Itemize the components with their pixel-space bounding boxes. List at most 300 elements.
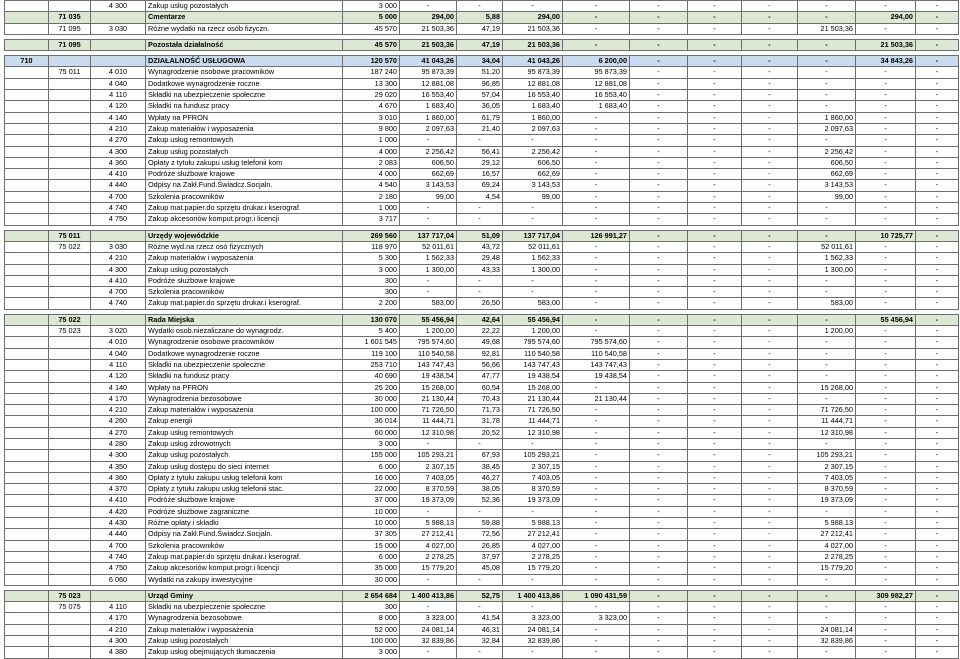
executed-cell: 5 988,13 [400, 518, 457, 529]
chapter-cell [49, 275, 91, 286]
section-cell [5, 1, 49, 12]
plan-cell: 45 570 [343, 23, 400, 34]
other-cell: - [916, 348, 959, 359]
section-cell [5, 169, 49, 180]
paragraph-cell: 4 210 [91, 405, 146, 416]
paragraph-cell: 4 300 [91, 450, 146, 461]
statutory-tasks-cell: - [798, 393, 856, 404]
investments-cell: 21 503,36 [856, 39, 916, 50]
paragraph-cell: 4 140 [91, 112, 146, 123]
paragraph-cell: 4 750 [91, 214, 146, 225]
salaries-cell: - [563, 563, 630, 574]
executed-cell: 27 212,41 [400, 529, 457, 540]
description-cell: Podróże służbowe krajowe [146, 169, 343, 180]
description-cell: Zakup energii [146, 416, 343, 427]
table-row [5, 647, 959, 658]
table-row [5, 551, 959, 562]
section-cell [5, 180, 49, 191]
benefits-cell: - [742, 326, 798, 337]
salaries-cell: 126 991,27 [563, 230, 630, 241]
table-row [5, 382, 959, 393]
statutory-tasks-cell: - [798, 613, 856, 624]
subsidies-cell: - [688, 495, 742, 506]
percent-cell: 46,27 [457, 472, 503, 483]
other-cell: - [916, 540, 959, 551]
subsidies-cell: - [688, 12, 742, 23]
table-row [5, 214, 959, 225]
benefits-cell: - [742, 382, 798, 393]
table-row [5, 146, 959, 157]
table-row [5, 101, 959, 112]
chapter-cell: 71 035 [49, 12, 91, 23]
section-total-row [5, 56, 959, 67]
salaries-cell: - [563, 146, 630, 157]
other-cell: - [916, 203, 959, 214]
benefits-cell: - [742, 450, 798, 461]
section-cell [5, 39, 49, 50]
paragraph-cell: 3 020 [91, 326, 146, 337]
chapter-cell [49, 506, 91, 517]
benefits-cell: - [742, 613, 798, 624]
statutory-tasks-cell: 1 562,33 [798, 253, 856, 264]
description-cell: Urząd Gminy [146, 590, 343, 601]
chapter-cell [49, 529, 91, 540]
executed-cell: 2 278,25 [400, 551, 457, 562]
percent-cell: 51,09 [457, 230, 503, 241]
current-expenses-cell: 24 081,14 [503, 624, 563, 635]
benefits-cell: - [742, 529, 798, 540]
contributions-cell: - [630, 135, 688, 146]
description-cell: Pozostała działalność [146, 39, 343, 50]
other-cell: - [916, 337, 959, 348]
description-cell: Zakup usług remontowych [146, 135, 343, 146]
salaries-cell: - [563, 450, 630, 461]
paragraph-cell: 4 410 [91, 275, 146, 286]
benefits-cell: - [742, 371, 798, 382]
percent-cell: 69,24 [457, 180, 503, 191]
plan-cell: 2 654 684 [343, 590, 400, 601]
contributions-cell: - [630, 371, 688, 382]
salaries-cell: - [563, 506, 630, 517]
statutory-tasks-cell: - [798, 602, 856, 613]
investments-cell: - [856, 275, 916, 286]
paragraph-cell: 4 300 [91, 146, 146, 157]
subsidies-cell: - [688, 67, 742, 78]
current-expenses-cell: - [503, 647, 563, 658]
section-cell [5, 12, 49, 23]
salaries-cell: 16 553,40 [563, 90, 630, 101]
other-cell: - [916, 371, 959, 382]
contributions-cell: - [630, 450, 688, 461]
executed-cell: - [400, 574, 457, 585]
percent-cell: - [457, 647, 503, 658]
contributions-cell: - [630, 23, 688, 34]
percent-cell: 52,36 [457, 495, 503, 506]
description-cell: Szkolenia pracowników [146, 191, 343, 202]
other-cell: - [916, 405, 959, 416]
percent-cell: 57,04 [457, 90, 503, 101]
current-expenses-cell: 4 027,00 [503, 540, 563, 551]
percent-cell: - [457, 1, 503, 12]
plan-cell: 2 083 [343, 157, 400, 168]
investments-cell: - [856, 495, 916, 506]
plan-cell: 100 000 [343, 636, 400, 647]
contributions-cell: - [630, 438, 688, 449]
plan-cell: 300 [343, 287, 400, 298]
percent-cell: 43,33 [457, 264, 503, 275]
investments-cell: - [856, 101, 916, 112]
plan-cell: 25 200 [343, 382, 400, 393]
paragraph-cell: 4 210 [91, 123, 146, 134]
description-cell: Wpłaty na PFRON [146, 112, 343, 123]
table-row [5, 393, 959, 404]
percent-cell: 70,43 [457, 393, 503, 404]
current-expenses-cell: 1 683,40 [503, 101, 563, 112]
statutory-tasks-cell: 1 860,00 [798, 112, 856, 123]
contributions-cell: - [630, 287, 688, 298]
current-expenses-cell: 2 278,25 [503, 551, 563, 562]
investments-cell: - [856, 472, 916, 483]
table-row [5, 624, 959, 635]
contributions-cell: - [630, 359, 688, 370]
executed-cell: 19 373,09 [400, 495, 457, 506]
table-row [5, 241, 959, 252]
statutory-tasks-cell: - [798, 101, 856, 112]
chapter-cell [49, 90, 91, 101]
other-cell: - [916, 551, 959, 562]
section-cell [5, 393, 49, 404]
plan-cell: 29 020 [343, 90, 400, 101]
percent-cell: - [457, 602, 503, 613]
other-cell: - [916, 169, 959, 180]
plan-cell: 22 000 [343, 484, 400, 495]
benefits-cell: - [742, 495, 798, 506]
section-cell [5, 191, 49, 202]
plan-cell: 6 000 [343, 551, 400, 562]
benefits-cell: - [742, 298, 798, 309]
other-cell: - [916, 574, 959, 585]
current-expenses-cell: 2 097,63 [503, 123, 563, 134]
table-row [5, 23, 959, 34]
investments-cell: - [856, 359, 916, 370]
plan-cell: 1 000 [343, 203, 400, 214]
contributions-cell: - [630, 12, 688, 23]
chapter-cell [49, 203, 91, 214]
statutory-tasks-cell: 21 503,36 [798, 23, 856, 34]
executed-cell: 294,00 [400, 12, 457, 23]
salaries-cell: - [563, 1, 630, 12]
table-row [5, 405, 959, 416]
description-cell: Wynagrodzenia bezosobowe [146, 393, 343, 404]
contributions-cell: - [630, 472, 688, 483]
benefits-cell: - [742, 56, 798, 67]
chapter-cell: 75 075 [49, 602, 91, 613]
percent-cell: 60,54 [457, 382, 503, 393]
percent-cell: 47,19 [457, 39, 503, 50]
section-cell [5, 314, 49, 325]
subsidies-cell: - [688, 371, 742, 382]
executed-cell: - [400, 647, 457, 658]
subsidies-cell: - [688, 590, 742, 601]
subsidies-cell: - [688, 264, 742, 275]
description-cell: Zakup usług obejmujących tłumaczenia [146, 647, 343, 658]
benefits-cell: - [742, 551, 798, 562]
current-expenses-cell: 71 726,50 [503, 405, 563, 416]
contributions-cell: - [630, 253, 688, 264]
table-row [5, 90, 959, 101]
benefits-cell: - [742, 461, 798, 472]
current-expenses-cell: - [503, 602, 563, 613]
salaries-cell: - [563, 264, 630, 275]
current-expenses-cell: - [503, 275, 563, 286]
subsidies-cell: - [688, 1, 742, 12]
chapter-cell [49, 180, 91, 191]
other-cell: - [916, 264, 959, 275]
current-expenses-cell: 12 881,08 [503, 78, 563, 89]
current-expenses-cell: - [503, 574, 563, 585]
description-cell: DZIAŁALNOŚĆ USŁUGOWA [146, 56, 343, 67]
description-cell: Zakup akcesoriów komput.progr.i licencji [146, 563, 343, 574]
contributions-cell: - [630, 602, 688, 613]
current-expenses-cell: 1 400 413,86 [503, 590, 563, 601]
investments-cell: - [856, 636, 916, 647]
benefits-cell: - [742, 506, 798, 517]
executed-cell: - [400, 203, 457, 214]
paragraph-cell: 4 010 [91, 67, 146, 78]
current-expenses-cell: 52 011,61 [503, 241, 563, 252]
executed-cell: 1 860,00 [400, 112, 457, 123]
contributions-cell: - [630, 326, 688, 337]
section-cell: 710 [5, 56, 49, 67]
description-cell: Zakup materiałów i wyposażenia [146, 624, 343, 635]
other-cell: - [916, 624, 959, 635]
contributions-cell: - [630, 574, 688, 585]
statutory-tasks-cell: - [798, 67, 856, 78]
percent-cell: 26,50 [457, 298, 503, 309]
plan-cell: 5 400 [343, 326, 400, 337]
section-cell [5, 230, 49, 241]
current-expenses-cell: 606,50 [503, 157, 563, 168]
paragraph-cell: 3 030 [91, 23, 146, 34]
benefits-cell: - [742, 359, 798, 370]
other-cell: - [916, 253, 959, 264]
plan-cell: 37 000 [343, 495, 400, 506]
current-expenses-cell: 294,00 [503, 12, 563, 23]
table-row [5, 529, 959, 540]
description-cell: Zakup usług pozostałych [146, 636, 343, 647]
percent-cell: 45,08 [457, 563, 503, 574]
statutory-tasks-cell: - [798, 90, 856, 101]
current-expenses-cell: 19 373,09 [503, 495, 563, 506]
plan-cell: 300 [343, 602, 400, 613]
plan-cell: 118 970 [343, 241, 400, 252]
contributions-cell: - [630, 427, 688, 438]
subsidies-cell: - [688, 602, 742, 613]
contributions-cell: - [630, 495, 688, 506]
subsidies-cell: - [688, 287, 742, 298]
investments-cell: - [856, 506, 916, 517]
paragraph-cell: 4 110 [91, 90, 146, 101]
executed-cell: 105 293,21 [400, 450, 457, 461]
subsidies-cell: - [688, 180, 742, 191]
paragraph-cell: 4 210 [91, 253, 146, 264]
investments-cell: - [856, 157, 916, 168]
subsidies-cell: - [688, 405, 742, 416]
other-cell: - [916, 359, 959, 370]
other-cell: - [916, 67, 959, 78]
chapter-cell [49, 337, 91, 348]
percent-cell: 43,72 [457, 241, 503, 252]
executed-cell: - [400, 602, 457, 613]
chapter-cell [49, 157, 91, 168]
paragraph-cell: 4 270 [91, 135, 146, 146]
percent-cell: 38,45 [457, 461, 503, 472]
benefits-cell: - [742, 123, 798, 134]
section-cell [5, 636, 49, 647]
executed-cell: 21 503,36 [400, 39, 457, 50]
description-cell: Zakup usług pozostałych [146, 450, 343, 461]
salaries-cell: 110 540,58 [563, 348, 630, 359]
benefits-cell: - [742, 146, 798, 157]
table-row [5, 337, 959, 348]
benefits-cell: - [742, 348, 798, 359]
benefits-cell: - [742, 647, 798, 658]
paragraph-cell: 4 350 [91, 461, 146, 472]
description-cell: Zakup usług remontowych [146, 427, 343, 438]
subsidies-cell: - [688, 241, 742, 252]
table-row [5, 506, 959, 517]
statutory-tasks-cell: 27 212,41 [798, 529, 856, 540]
description-cell: Zakup mat.papier.do sprzętu drukar.i kserograf. [146, 551, 343, 562]
contributions-cell: - [630, 314, 688, 325]
section-cell [5, 90, 49, 101]
salaries-cell: - [563, 298, 630, 309]
investments-cell: 294,00 [856, 12, 916, 23]
subtotal-row [5, 590, 959, 601]
current-expenses-cell: 99,00 [503, 191, 563, 202]
chapter-cell [49, 214, 91, 225]
statutory-tasks-cell: - [798, 590, 856, 601]
section-cell [5, 287, 49, 298]
plan-cell: 2 180 [343, 191, 400, 202]
contributions-cell: - [630, 203, 688, 214]
section-cell [5, 241, 49, 252]
other-cell: - [916, 393, 959, 404]
statutory-tasks-cell: - [798, 314, 856, 325]
subsidies-cell: - [688, 484, 742, 495]
description-cell: Różne wydatki na rzecz osób fizyczn. [146, 23, 343, 34]
percent-cell: 29,48 [457, 253, 503, 264]
statutory-tasks-cell: - [798, 203, 856, 214]
section-cell [5, 574, 49, 585]
table-row [5, 495, 959, 506]
paragraph-cell [91, 39, 146, 50]
benefits-cell: - [742, 67, 798, 78]
section-cell [5, 484, 49, 495]
paragraph-cell: 4 120 [91, 101, 146, 112]
other-cell: - [916, 101, 959, 112]
other-cell: - [916, 427, 959, 438]
statutory-tasks-cell: - [798, 214, 856, 225]
section-cell [5, 563, 49, 574]
section-cell [5, 506, 49, 517]
executed-cell: - [400, 506, 457, 517]
current-expenses-cell: - [503, 203, 563, 214]
contributions-cell: - [630, 191, 688, 202]
paragraph-cell: 4 260 [91, 416, 146, 427]
statutory-tasks-cell: - [798, 506, 856, 517]
executed-cell: 99,00 [400, 191, 457, 202]
current-expenses-cell: - [503, 287, 563, 298]
executed-cell: 1 200,00 [400, 326, 457, 337]
table-row [5, 287, 959, 298]
percent-cell: - [457, 275, 503, 286]
other-cell: - [916, 326, 959, 337]
salaries-cell: - [563, 157, 630, 168]
investments-cell: - [856, 393, 916, 404]
current-expenses-cell: 110 540,58 [503, 348, 563, 359]
salaries-cell: 143 747,43 [563, 359, 630, 370]
description-cell: Zakup mat.papier.do sprzętu drukar.i kserograf. [146, 203, 343, 214]
plan-cell: 36 014 [343, 416, 400, 427]
section-cell [5, 472, 49, 483]
description-cell: Różne wyd.na rzecz osó fizycznych [146, 241, 343, 252]
plan-cell: 253 710 [343, 359, 400, 370]
section-cell [5, 337, 49, 348]
salaries-cell: 1 090 431,59 [563, 590, 630, 601]
table-row [5, 484, 959, 495]
benefits-cell: - [742, 230, 798, 241]
other-cell: - [916, 590, 959, 601]
investments-cell: 10 725,77 [856, 230, 916, 241]
other-cell: - [916, 90, 959, 101]
statutory-tasks-cell: - [798, 275, 856, 286]
current-expenses-cell: - [503, 1, 563, 12]
current-expenses-cell: 143 747,43 [503, 359, 563, 370]
salaries-cell: - [563, 382, 630, 393]
executed-cell: 4 027,00 [400, 540, 457, 551]
executed-cell: - [400, 214, 457, 225]
section-cell [5, 427, 49, 438]
table-row [5, 563, 959, 574]
current-expenses-cell: 15 268,00 [503, 382, 563, 393]
contributions-cell: - [630, 275, 688, 286]
salaries-cell: - [563, 416, 630, 427]
chapter-cell [49, 359, 91, 370]
table-row [5, 613, 959, 624]
investments-cell: - [856, 540, 916, 551]
executed-cell: - [400, 1, 457, 12]
subsidies-cell: - [688, 416, 742, 427]
current-expenses-cell: 5 988,13 [503, 518, 563, 529]
plan-cell: 60 000 [343, 427, 400, 438]
paragraph-cell: 4 410 [91, 169, 146, 180]
other-cell: - [916, 461, 959, 472]
contributions-cell: - [630, 540, 688, 551]
executed-cell: 52 011,61 [400, 241, 457, 252]
chapter-cell [49, 518, 91, 529]
investments-cell: - [856, 416, 916, 427]
investments-cell: - [856, 298, 916, 309]
chapter-cell [49, 461, 91, 472]
statutory-tasks-cell: 19 373,09 [798, 495, 856, 506]
table-row [5, 203, 959, 214]
salaries-cell: - [563, 472, 630, 483]
executed-cell: 11 444,71 [400, 416, 457, 427]
description-cell: Wynagrodzenia bezosobowe [146, 613, 343, 624]
plan-cell: 4 000 [343, 169, 400, 180]
other-cell: - [916, 438, 959, 449]
